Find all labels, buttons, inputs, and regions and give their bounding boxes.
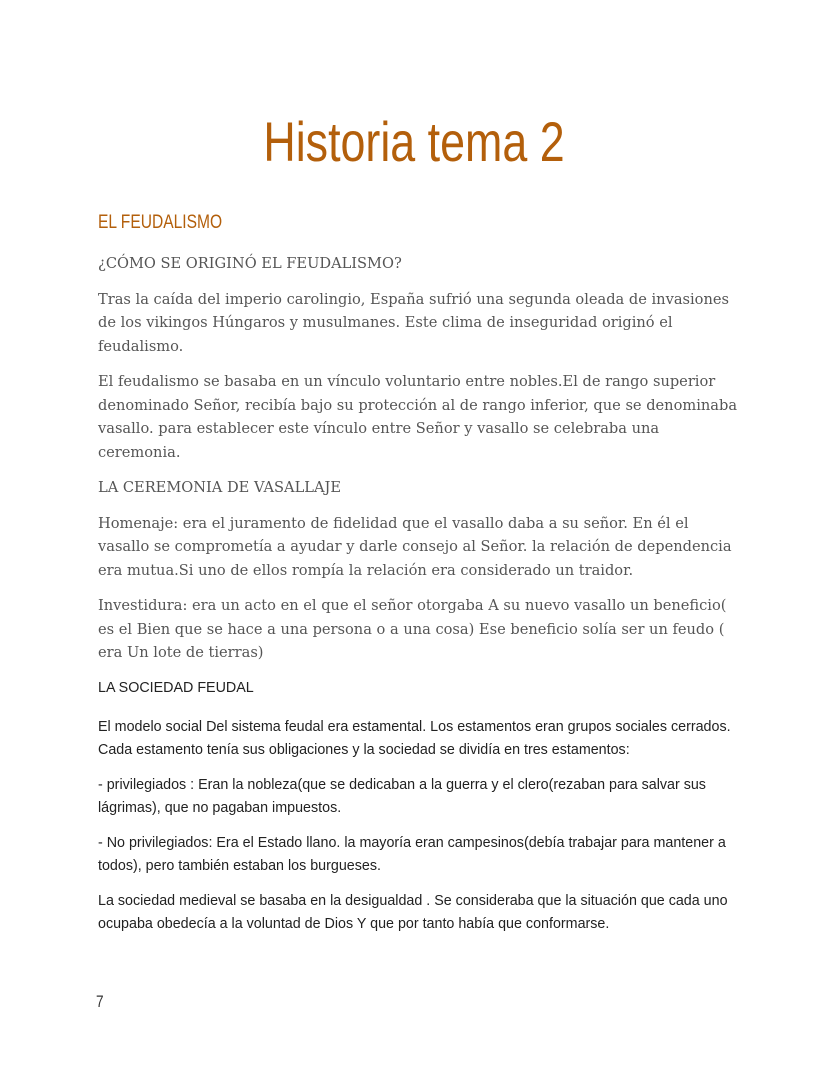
- origin-paragraph-2: El feudalismo se basaba en un vínculo voluntario entre nobles.El de rango superior denominado Señor, recibía bajo su protección al de rango inferior, que se denominaba vasallo. para establecer este vínculo entre Señor y vasallo se celebraba una ceremonia.: [98, 373, 738, 461]
- ceremony-paragraph-1: Homenaje: era el juramento de fidelidad que el vasallo daba a su señor. En él el vasallo se comprometía a ayudar y darle consejo al Señor. la relación de dependencia era mutua.Si uno de ellos rompía la relación era considerado un traidor.: [98, 514, 732, 579]
- document-body: [98, 252, 738, 948]
- ceremony-paragraph-2: Investidura: era un acto en el que el señor otorgaba A su nuevo vasallo un beneficio( es el Bien que se hace a una persona o a una cosa) Ese beneficio solía ser un feudo ( era Un lote de tierras): [98, 597, 727, 661]
- society-paragraph-3: - No privilegiados: Era el Estado llano. la mayoría eran campesinos(debía trabajar para mantener a todos), pero también estaban los burgueses.: [98, 834, 726, 874]
- origin-paragraph-1: Tras la caída del imperio carolingio, España sufrió una segunda oleada de invasiones de los vikingos Húngaros y musulmanes. Este clima de inseguridad originó el feudalismo.: [98, 290, 729, 355]
- society-paragraph-4: La sociedad medieval se basaba en la desigualdad . Se consideraba que la situación que cada uno ocupaba obedecía a la voluntad de Dios Y que por tanto había que conformarse.: [98, 892, 728, 932]
- society-subtitle: LA SOCIEDAD FEUDAL: [98, 679, 254, 696]
- society-paragraph-2: - privilegiados : Eran la nobleza(que se dedicaban a la guerra y el clero(rezaban para salvar sus lágrimas), que no pagaban impuestos.: [98, 776, 706, 816]
- section-heading: EL FEUDALISMO: [98, 212, 223, 233]
- page-number: 7: [96, 992, 104, 1011]
- society-paragraph-1: El modelo social Del sistema feudal era estamental. Los estamentos eran grupos sociales cerrados. Cada estamento tenía sus obligaciones y la sociedad se dividía en tres estamentos:: [98, 718, 731, 758]
- origin-subtitle: ¿CÓMO SE ORIGINÓ EL FEUDALISMO?: [98, 255, 402, 272]
- document-title: Historia tema 2: [263, 110, 565, 173]
- ceremony-subtitle: LA CEREMONIA DE VASALLAJE: [98, 479, 341, 496]
